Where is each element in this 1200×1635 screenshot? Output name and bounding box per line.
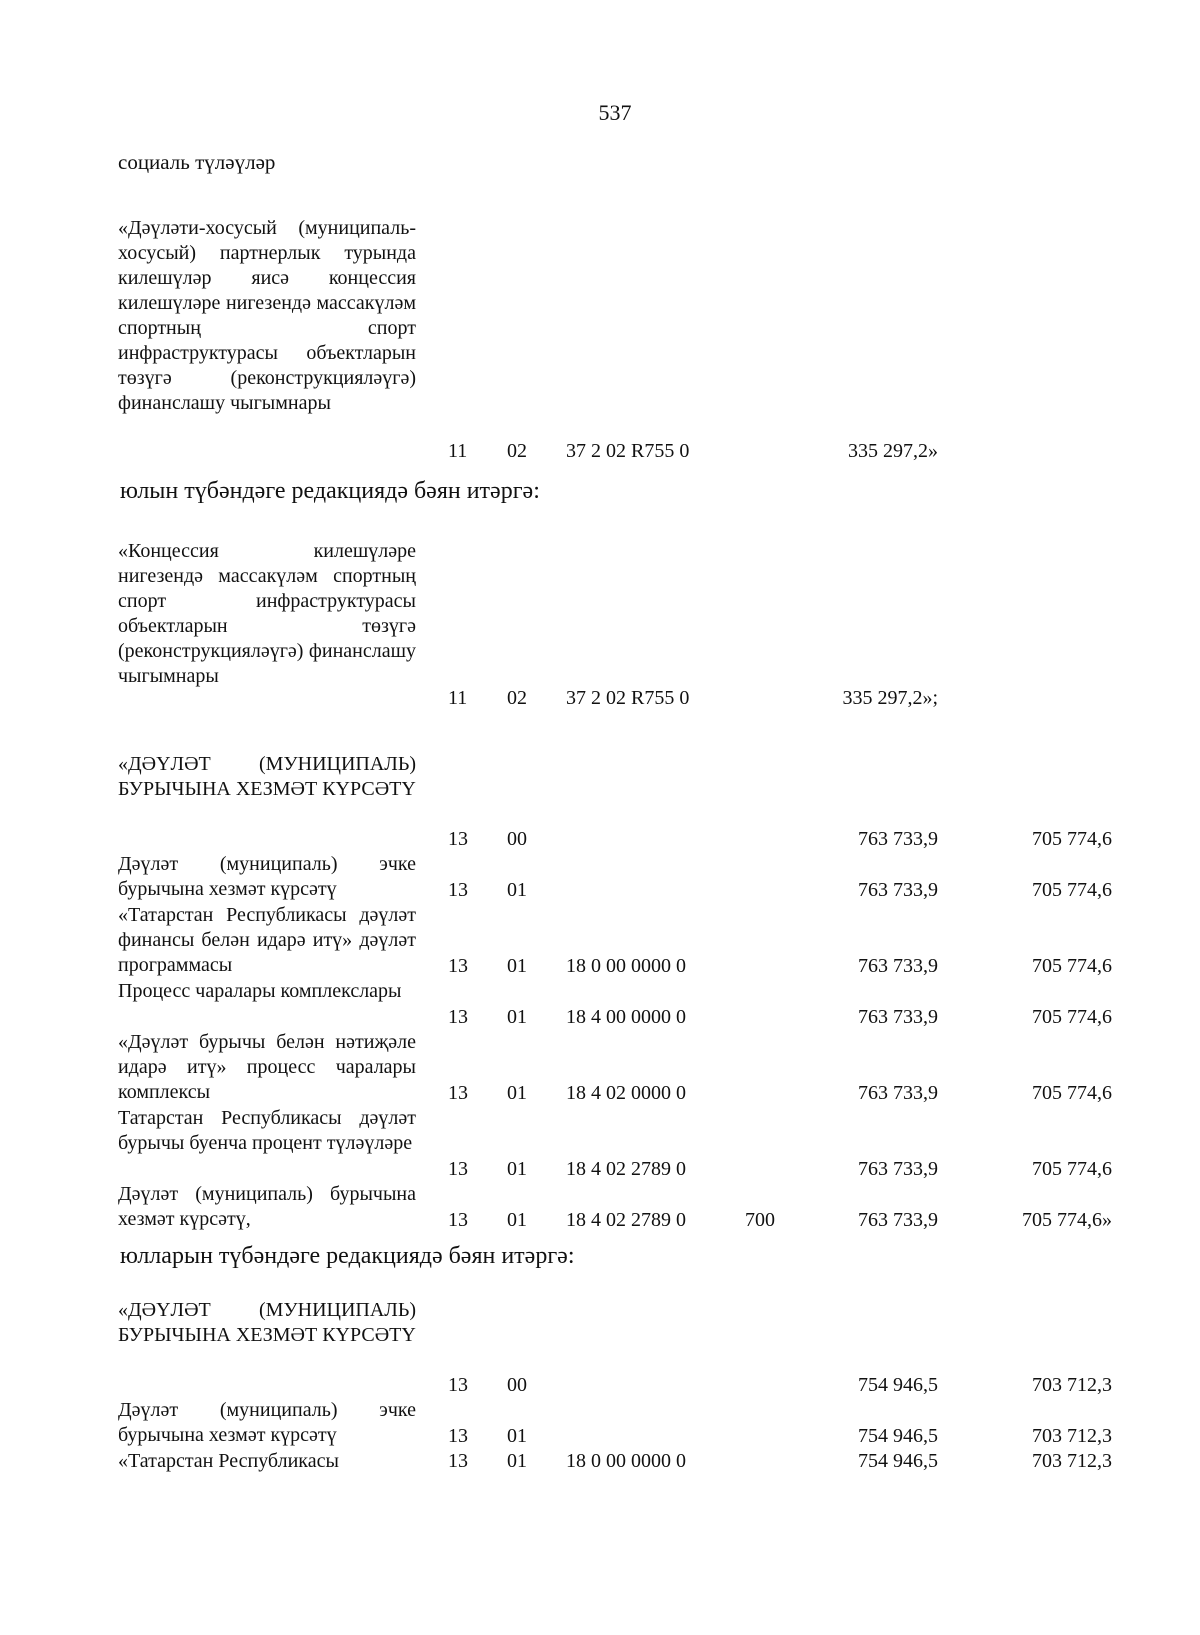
table-row bbox=[0, 979, 1200, 1030]
row-sum-2: 703 712,3 bbox=[1032, 1450, 1112, 1472]
row-sum-1: 754 946,5 bbox=[858, 1450, 938, 1472]
row-expense-type: 700 bbox=[745, 1209, 775, 1231]
row-section-code: 11 bbox=[448, 440, 468, 462]
row-sum-1: 763 733,9 bbox=[858, 1082, 938, 1104]
row-sum-1: 763 733,9 bbox=[858, 1158, 938, 1180]
row-subsection-code: 01 bbox=[507, 1425, 527, 1447]
row-sum-2: 705 774,6 bbox=[1032, 828, 1112, 850]
row-sum-1: 335 297,2» bbox=[848, 440, 938, 462]
row-sum-2: 705 774,6 bbox=[1032, 1006, 1112, 1028]
row-section-code: 13 bbox=[448, 1450, 468, 1472]
row-sum-2: 703 712,3 bbox=[1032, 1425, 1112, 1447]
row-target-code: 18 4 00 0000 0 bbox=[566, 1006, 686, 1028]
row-subsection-code: 01 bbox=[507, 1450, 527, 1472]
row-subsection-code: 00 bbox=[507, 1374, 527, 1396]
row-section-code: 13 bbox=[448, 955, 468, 977]
row-sum-2: 705 774,6 bbox=[1032, 955, 1112, 977]
row-target-code: 37 2 02 R755 0 bbox=[566, 687, 690, 709]
row-target-code: 18 0 00 0000 0 bbox=[566, 955, 686, 977]
table-row bbox=[0, 216, 1200, 464]
table-row bbox=[0, 1449, 1200, 1474]
row-subsection-code: 01 bbox=[507, 1158, 527, 1180]
table-row bbox=[0, 903, 1200, 979]
row-sum-2: 705 774,6 bbox=[1032, 879, 1112, 901]
table-row bbox=[0, 752, 1200, 852]
table-row bbox=[0, 1182, 1200, 1233]
row-sum-2: 705 774,6» bbox=[1022, 1209, 1112, 1231]
row-sum-1: 754 946,5 bbox=[858, 1425, 938, 1447]
row-name: «Татарстан Республикасы дәүләт финансы белән идарә итү» дәүләт программасы bbox=[118, 904, 416, 976]
table-row bbox=[0, 1398, 1200, 1449]
row-name: «Дәүләт бурычы белән нәтиҗәле идарә итү» процесс чаралары комплексы bbox=[118, 1031, 416, 1103]
row-section-code: 13 bbox=[448, 1158, 468, 1180]
row-sum-2: 705 774,6 bbox=[1032, 1158, 1112, 1180]
row-name: «ДӘҮЛӘТ (МУНИЦИПАЛЬ) БУРЫЧЫНА ХЕЗМӘТ КҮРСӘТҮ bbox=[118, 1299, 416, 1346]
table-row bbox=[0, 1298, 1200, 1398]
row-subsection-code: 02 bbox=[507, 440, 527, 462]
row-sum-2: 703 712,3 bbox=[1032, 1374, 1112, 1396]
row-name: «Татарстан Республикасы bbox=[118, 1450, 339, 1472]
row-target-code: 37 2 02 R755 0 bbox=[566, 440, 690, 462]
row-name: Дәүләт (муниципаль) эчке бурычына хезмәт күрсәтү bbox=[118, 853, 416, 900]
row-section-code: 13 bbox=[448, 1425, 468, 1447]
row-sum-2: 705 774,6 bbox=[1032, 1082, 1112, 1104]
row-subsection-code: 01 bbox=[507, 879, 527, 901]
row-sum-1: 763 733,9 bbox=[858, 828, 938, 850]
row-subsection-code: 01 bbox=[507, 1209, 527, 1231]
page-number: 537 bbox=[598, 100, 632, 125]
row-sum-1: 335 297,2»; bbox=[842, 687, 938, 709]
row-name: «ДӘҮЛӘТ (МУНИЦИПАЛЬ) БУРЫЧЫНА ХЕЗМӘТ КҮРСӘТҮ bbox=[118, 753, 416, 800]
table-row bbox=[0, 852, 1200, 903]
row-name: «Концессия килешүләре нигезендә массакүләм спортның спорт инфраструктурасы объектларын төзүгә (реконструкцияләүгә) финанслашу чыгымнары bbox=[118, 540, 416, 687]
row-sum-1: 763 733,9 bbox=[858, 1209, 938, 1231]
row-subsection-code: 01 bbox=[507, 1082, 527, 1104]
table-row bbox=[0, 1030, 1200, 1106]
row-section-code: 13 bbox=[448, 1374, 468, 1396]
top-line: социаль түләүләр bbox=[118, 150, 276, 174]
row-target-code: 18 4 02 2789 0 bbox=[566, 1158, 686, 1180]
row-section-code: 11 bbox=[448, 687, 468, 709]
row-subsection-code: 02 bbox=[507, 687, 527, 709]
row-name: Дәүләт (муниципаль) бурычына хезмәт күрсәтү, bbox=[118, 1183, 416, 1230]
row-target-code: 18 4 02 2789 0 bbox=[566, 1209, 686, 1231]
row-sum-1: 763 733,9 bbox=[858, 879, 938, 901]
row-target-code: 18 4 02 0000 0 bbox=[566, 1082, 686, 1104]
row-section-code: 13 bbox=[448, 1006, 468, 1028]
row-sum-1: 763 733,9 bbox=[858, 1006, 938, 1028]
table-row bbox=[0, 539, 1200, 711]
row-subsection-code: 00 bbox=[507, 828, 527, 850]
table-row bbox=[0, 1106, 1200, 1182]
row-name: Дәүләт (муниципаль) эчке бурычына хезмәт күрсәтү bbox=[118, 1399, 416, 1446]
row-target-code: 18 0 00 0000 0 bbox=[566, 1450, 686, 1472]
row-name: «Дәүләти-хосусый (муниципаль-хосусый) партнерлык турында килешүләр яисә концессия килешүләре нигезендә массакүләм спортның спорт инфраструктурасы объектларын төзүгә (реконструкцияләүгә) финанслашу чыгымнары bbox=[118, 217, 416, 414]
row-name: Процесс чаралары комплекслары bbox=[118, 980, 402, 1002]
edit-instruction: юлын түбәндәге редакциядә бәян итәргә: bbox=[120, 478, 540, 504]
edit-instruction: юлларын түбәндәге редакциядә бәян итәргә: bbox=[120, 1243, 575, 1269]
row-subsection-code: 01 bbox=[507, 955, 527, 977]
row-section-code: 13 bbox=[448, 879, 468, 901]
row-name: Татарстан Республикасы дәүләт бурычы буенча процент түләүләре bbox=[118, 1107, 416, 1154]
row-sum-1: 763 733,9 bbox=[858, 955, 938, 977]
row-subsection-code: 01 bbox=[507, 1006, 527, 1028]
row-sum-1: 754 946,5 bbox=[858, 1374, 938, 1396]
row-section-code: 13 bbox=[448, 1209, 468, 1231]
row-section-code: 13 bbox=[448, 1082, 468, 1104]
row-section-code: 13 bbox=[448, 828, 468, 850]
